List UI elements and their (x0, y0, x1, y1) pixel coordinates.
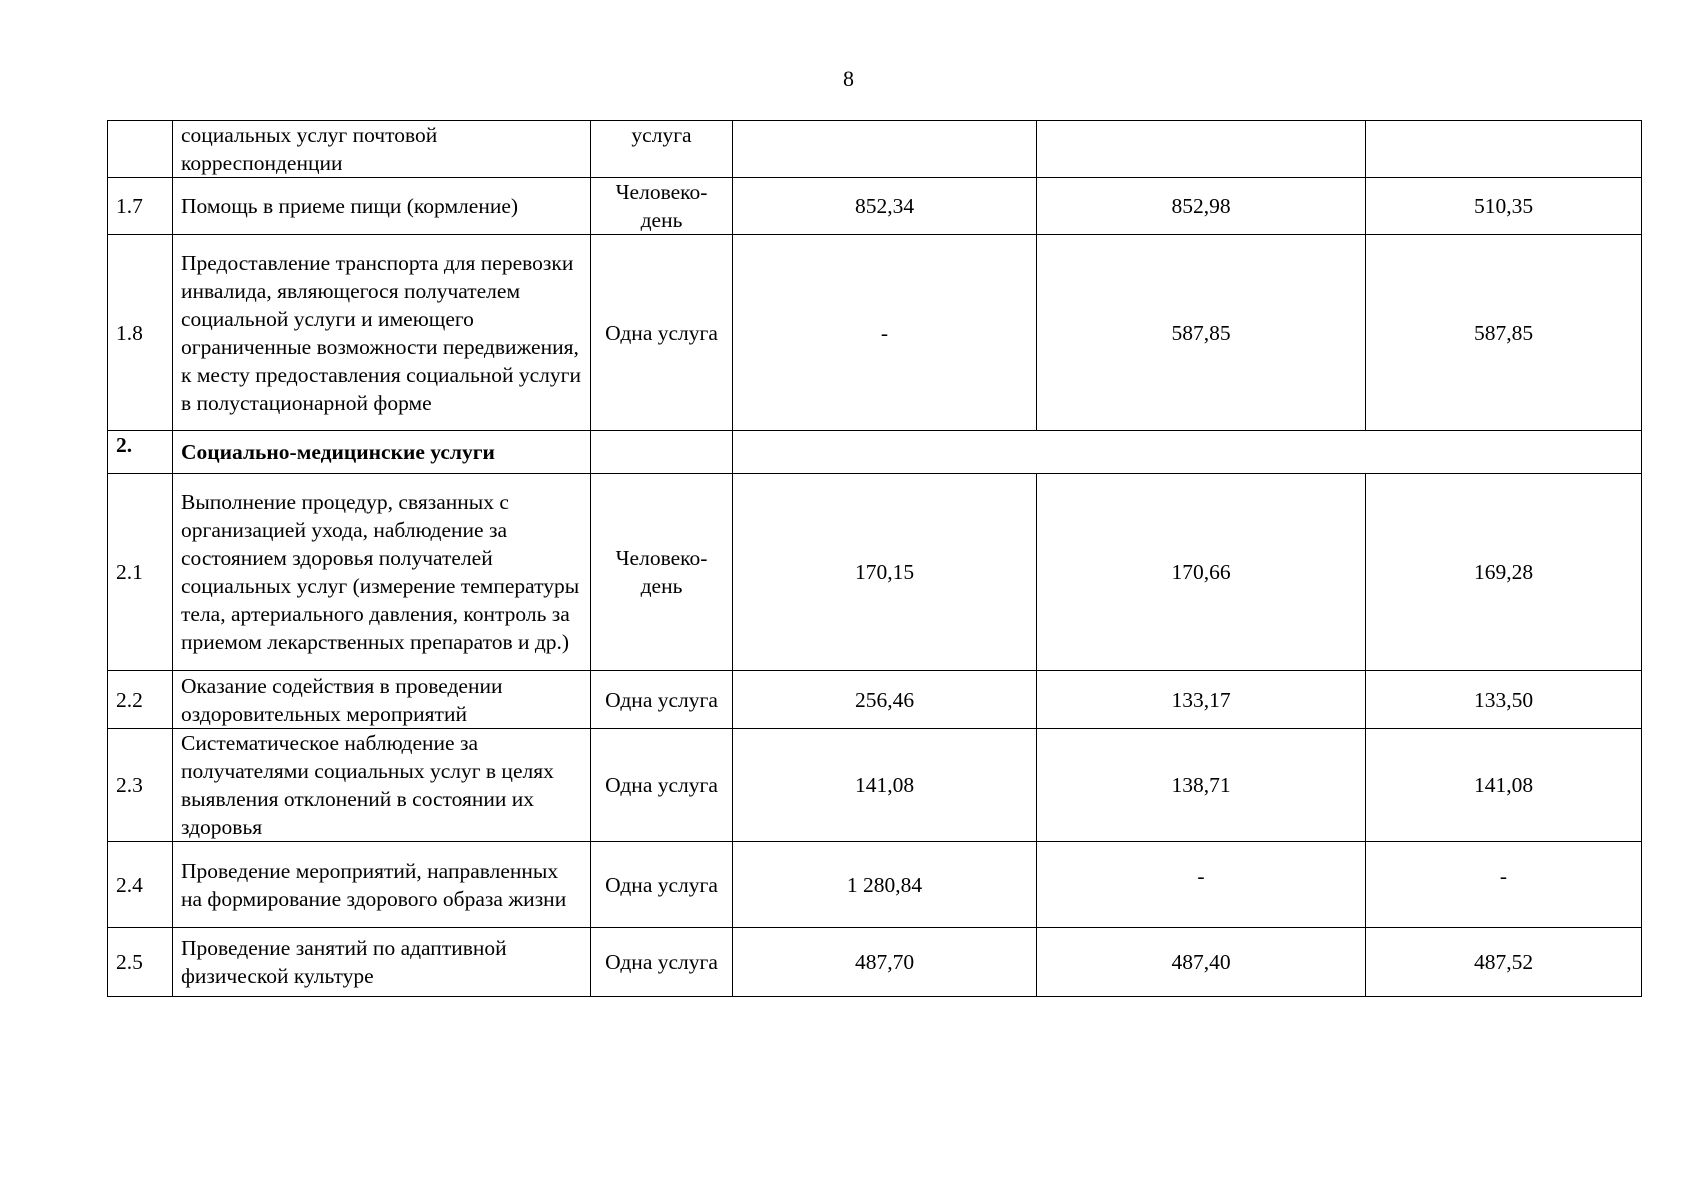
row-number: 2.2 (108, 671, 173, 729)
value-col-1: 852,34 (733, 178, 1037, 235)
value-col-1: - (733, 235, 1037, 431)
service-name: Выполнение процедур, связанных с организацией ухода, наблюдение за состоянием здоровья получателей социальных услуг (измерение температуры тела, артериального давления, контроль за приемом лекарственных препаратов и др.) (173, 474, 591, 671)
section-number: 2. (108, 431, 173, 474)
table-row (108, 842, 1642, 928)
value-col-2: 133,17 (1037, 671, 1366, 729)
unit-of-service: услуга (591, 121, 733, 178)
unit-of-service: Одна услуга (591, 671, 733, 729)
page-number: 8 (843, 66, 854, 91)
unit-of-service: Одна услуга (591, 842, 733, 928)
value-col-1: 1 280,84 (733, 842, 1037, 928)
service-name: Систематическое наблюдение за получателями социальных услуг в целях выявления отклонений в состоянии их здоровья (173, 729, 591, 842)
service-name: Проведение мероприятий, направленных на формирование здорового образа жизни (173, 842, 591, 928)
value-col-2: 487,40 (1037, 928, 1366, 997)
unit-of-service (591, 431, 733, 474)
table-row (108, 729, 1642, 842)
row-number: 2.4 (108, 842, 173, 928)
section-title: Социально-медицинские услуги (173, 431, 591, 474)
services-tariff-table (107, 120, 1642, 997)
value-col-2: 852,98 (1037, 178, 1366, 235)
value-col-3: 510,35 (1366, 178, 1642, 235)
value-col-1: 141,08 (733, 729, 1037, 842)
row-number: 2.1 (108, 474, 173, 671)
row-number: 1.7 (108, 178, 173, 235)
table-row (108, 928, 1642, 997)
value-col-3: 133,50 (1366, 671, 1642, 729)
value-col-1 (733, 121, 1037, 178)
value-col-1: 487,70 (733, 928, 1037, 997)
value-col-3: 169,28 (1366, 474, 1642, 671)
service-name: Помощь в приеме пищи (кормление) (173, 178, 591, 235)
unit-of-service: Человеко-день (591, 474, 733, 671)
value-col-3 (1366, 121, 1642, 178)
value-col-1: 170,15 (733, 474, 1037, 671)
value-col-2: 587,85 (1037, 235, 1366, 431)
value-col-2: - (1037, 842, 1366, 928)
value-col-2: 170,66 (1037, 474, 1366, 671)
value-col-1: 256,46 (733, 671, 1037, 729)
table-row (108, 235, 1642, 431)
unit-of-service: Одна услуга (591, 928, 733, 997)
unit-of-service: Человеко-день (591, 178, 733, 235)
unit-of-service: Одна услуга (591, 235, 733, 431)
table-row (108, 121, 1642, 178)
table-row (108, 474, 1642, 671)
row-number: 2.3 (108, 729, 173, 842)
value-col-3: - (1366, 842, 1642, 928)
row-number: 2.5 (108, 928, 173, 997)
value-col-3: 487,52 (1366, 928, 1642, 997)
section-header-row (108, 431, 1642, 474)
section-empty-cell (733, 431, 1642, 474)
value-col-3: 587,85 (1366, 235, 1642, 431)
row-number (108, 121, 173, 178)
service-name: Проведение занятий по адаптивной физической культуре (173, 928, 591, 997)
service-name: Оказание содействия в проведении оздоровительных мероприятий (173, 671, 591, 729)
service-name: Предоставление транспорта для перевозки инвалида, являющегося получателем социальной услуги и имеющего ограниченные возможности передвижения, к месту предоставления социальной услуги в полустационарной форме (173, 235, 591, 431)
value-col-2 (1037, 121, 1366, 178)
service-name: социальных услуг почтовой корреспонденции (173, 121, 591, 178)
table-row (108, 671, 1642, 729)
value-col-3: 141,08 (1366, 729, 1642, 842)
row-number: 1.8 (108, 235, 173, 431)
unit-of-service: Одна услуга (591, 729, 733, 842)
value-col-2: 138,71 (1037, 729, 1366, 842)
table-row (108, 178, 1642, 235)
